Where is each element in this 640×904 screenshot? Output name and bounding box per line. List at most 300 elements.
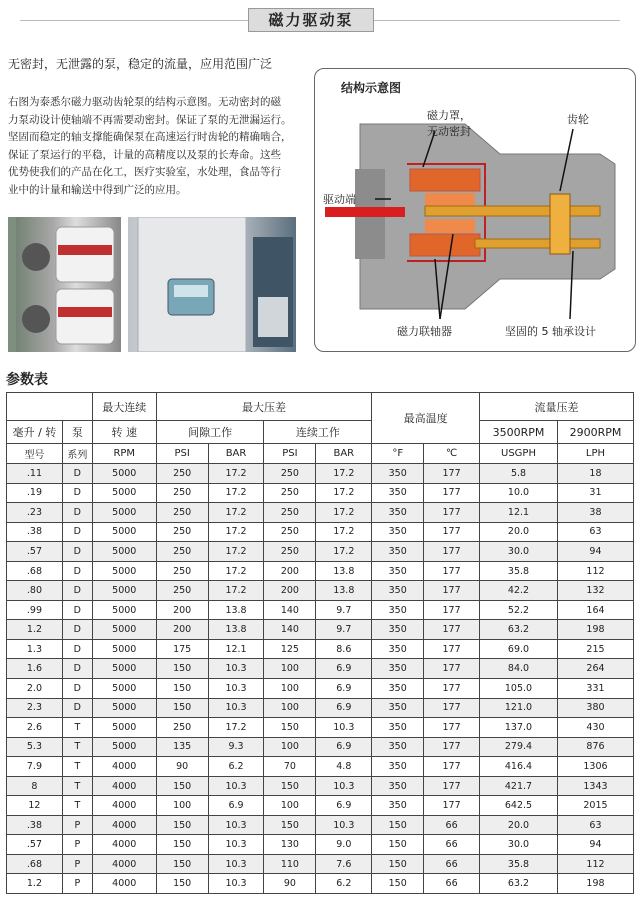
magnet-outer-top xyxy=(410,169,480,191)
cell-bar-gap: 10.3 xyxy=(208,854,264,874)
cell-rpm: 5000 xyxy=(92,659,156,679)
cell-model: 2.6 xyxy=(7,718,63,738)
cell-psi-gap: 250 xyxy=(156,464,208,484)
cell-lph: 94 xyxy=(557,835,633,855)
cell-deg-c: 177 xyxy=(424,659,480,679)
cell-psi-cont: 250 xyxy=(264,522,316,542)
intro-line: 力泵动设计使轴端不再需要动密封。保证了泵的无泄漏运行。 xyxy=(8,113,292,126)
cell-deg-c: 177 xyxy=(424,503,480,523)
header-usgph: USGPH xyxy=(480,444,558,464)
table-row xyxy=(7,620,634,640)
cell-series: D xyxy=(62,561,92,581)
cell-deg-f: 350 xyxy=(372,581,424,601)
table-row xyxy=(7,464,634,484)
header-3500rpm: 3500RPM xyxy=(480,421,558,444)
header-psi-cont: PSI xyxy=(264,444,316,464)
cell-deg-f: 350 xyxy=(372,757,424,777)
cell-deg-f: 350 xyxy=(372,542,424,562)
cell-rpm: 5000 xyxy=(92,718,156,738)
cell-psi-cont: 90 xyxy=(264,874,316,894)
cell-deg-c: 66 xyxy=(424,815,480,835)
cell-series: T xyxy=(62,796,92,816)
cell-model: .68 xyxy=(7,854,63,874)
cell-bar-cont: 17.2 xyxy=(316,522,372,542)
cell-bar-gap: 17.2 xyxy=(208,542,264,562)
cell-bar-gap: 17.2 xyxy=(208,522,264,542)
cell-psi-gap: 250 xyxy=(156,561,208,581)
cell-deg-f: 350 xyxy=(372,698,424,718)
cell-rpm: 4000 xyxy=(92,796,156,816)
cell-rpm: 4000 xyxy=(92,874,156,894)
cell-series: P xyxy=(62,815,92,835)
cell-lph: 264 xyxy=(557,659,633,679)
cell-psi-cont: 250 xyxy=(264,503,316,523)
cell-psi-gap: 250 xyxy=(156,542,208,562)
intro-line: 坚固而稳定的轴支撑能确保泵在高速运行时齿轮的精确啮合， xyxy=(8,131,292,143)
header-row-3 xyxy=(7,444,634,464)
cell-model: 5.3 xyxy=(7,737,63,757)
cell-psi-cont: 250 xyxy=(264,542,316,562)
cell-bar-cont: 17.2 xyxy=(316,503,372,523)
cell-psi-gap: 200 xyxy=(156,620,208,640)
magnet-inner-top xyxy=(425,193,475,207)
cell-deg-c: 177 xyxy=(424,561,480,581)
table-row xyxy=(7,561,634,581)
cell-rpm: 5000 xyxy=(92,464,156,484)
cell-usgph: 42.2 xyxy=(480,581,558,601)
cell-bar-cont: 17.2 xyxy=(316,542,372,562)
cell-deg-c: 177 xyxy=(424,737,480,757)
cell-psi-gap: 200 xyxy=(156,600,208,620)
cell-deg-f: 350 xyxy=(372,561,424,581)
cell-deg-f: 350 xyxy=(372,718,424,738)
cell-deg-f: 350 xyxy=(372,776,424,796)
cell-deg-f: 150 xyxy=(372,835,424,855)
cell-bar-cont: 6.9 xyxy=(316,698,372,718)
cell-usgph: 421.7 xyxy=(480,776,558,796)
cell-model: 1.3 xyxy=(7,639,63,659)
cell-bar-gap: 10.3 xyxy=(208,815,264,835)
cell-model: .57 xyxy=(7,542,63,562)
cell-usgph: 52.2 xyxy=(480,600,558,620)
cell-series: D xyxy=(62,639,92,659)
cell-deg-c: 177 xyxy=(424,600,480,620)
cell-usgph: 416.4 xyxy=(480,757,558,777)
cell-lph: 876 xyxy=(557,737,633,757)
cell-psi-gap: 250 xyxy=(156,503,208,523)
cell-rpm: 5000 xyxy=(92,503,156,523)
cell-psi-cont: 100 xyxy=(264,698,316,718)
cell-bar-gap: 6.2 xyxy=(208,757,264,777)
table-row xyxy=(7,542,634,562)
cell-series: D xyxy=(62,659,92,679)
cell-psi-cont: 140 xyxy=(264,600,316,620)
cell-usgph: 20.0 xyxy=(480,815,558,835)
cell-bar-cont: 10.3 xyxy=(316,815,372,835)
table-row xyxy=(7,503,634,523)
pump-assembly-illustration xyxy=(8,217,121,352)
cell-series: T xyxy=(62,776,92,796)
section-title: 参数表 xyxy=(6,372,48,388)
cell-bar-cont: 17.2 xyxy=(316,483,372,503)
cell-psi-cont: 100 xyxy=(264,796,316,816)
header-deg-c: ℃ xyxy=(424,444,480,464)
cell-lph: 215 xyxy=(557,639,633,659)
header-series: 系列 xyxy=(62,444,92,464)
cell-model: 1.6 xyxy=(7,659,63,679)
header-empty xyxy=(7,393,93,421)
cell-series: D xyxy=(62,522,92,542)
cell-usgph: 63.2 xyxy=(480,620,558,640)
cell-usgph: 12.1 xyxy=(480,503,558,523)
label-bearing: 坚固的 5 轴承设计 xyxy=(505,325,596,338)
cell-psi-cont: 150 xyxy=(264,815,316,835)
intro-line: 保证了泵运行的平稳，计量的高精度以及泵的长寿命。这些 xyxy=(8,148,281,161)
gear-shaft-2 xyxy=(475,239,600,248)
cell-bar-gap: 10.3 xyxy=(208,874,264,894)
label-coupling: 磁力联轴器 xyxy=(397,325,452,338)
cell-rpm: 5000 xyxy=(92,522,156,542)
cell-lph: 112 xyxy=(557,854,633,874)
header-pump: 泵 xyxy=(62,421,92,444)
cell-bar-gap: 10.3 xyxy=(208,776,264,796)
header-2900rpm: 2900RPM xyxy=(557,421,633,444)
subtitle: 无密封，无泄露的泵，稳定的流量，应用范围广泛 xyxy=(8,57,273,71)
cell-usgph: 279.4 xyxy=(480,737,558,757)
label-drive: 驱动端 xyxy=(323,193,356,206)
cell-usgph: 63.2 xyxy=(480,874,558,894)
table-row xyxy=(7,718,634,738)
table-row xyxy=(7,835,634,855)
cell-deg-c: 177 xyxy=(424,542,480,562)
cell-deg-f: 350 xyxy=(372,522,424,542)
cell-rpm: 5000 xyxy=(92,679,156,699)
cell-bar-gap: 17.2 xyxy=(208,561,264,581)
header-max-temp: 最高温度 xyxy=(372,393,480,444)
cell-model: .11 xyxy=(7,464,63,484)
cell-deg-f: 350 xyxy=(372,659,424,679)
cell-series: D xyxy=(62,483,92,503)
cell-bar-cont: 9.0 xyxy=(316,835,372,855)
cell-lph: 2015 xyxy=(557,796,633,816)
cell-deg-f: 350 xyxy=(372,483,424,503)
cell-bar-gap: 17.2 xyxy=(208,581,264,601)
header-lph: LPH xyxy=(557,444,633,464)
cell-usgph: 30.0 xyxy=(480,835,558,855)
cell-deg-f: 150 xyxy=(372,854,424,874)
diagram-title: 结构示意图 xyxy=(341,81,402,95)
header-rpm: RPM xyxy=(92,444,156,464)
header-row-2 xyxy=(7,421,634,444)
cell-lph: 1343 xyxy=(557,776,633,796)
cell-psi-gap: 150 xyxy=(156,776,208,796)
cell-deg-f: 150 xyxy=(372,874,424,894)
magnet-inner-bottom xyxy=(425,219,475,233)
header-bar-gap: BAR xyxy=(208,444,264,464)
cell-rpm: 5000 xyxy=(92,737,156,757)
cell-lph: 198 xyxy=(557,874,633,894)
cell-deg-c: 177 xyxy=(424,757,480,777)
table-row xyxy=(7,698,634,718)
cell-series: D xyxy=(62,464,92,484)
cell-bar-gap: 10.3 xyxy=(208,659,264,679)
cell-bar-cont: 13.8 xyxy=(316,581,372,601)
intro-paragraph xyxy=(8,94,304,199)
intro-line: 优势使我们的产品在化工，医疗实验室，水处理，食品等行 xyxy=(8,166,281,178)
table-row xyxy=(7,737,634,757)
label-cover-line2: 无动密封 xyxy=(427,125,471,138)
cell-bar-cont: 13.8 xyxy=(316,561,372,581)
cell-bar-cont: 6.9 xyxy=(316,659,372,679)
cell-rpm: 5000 xyxy=(92,698,156,718)
cell-model: 8 xyxy=(7,776,63,796)
cell-psi-gap: 150 xyxy=(156,659,208,679)
table-row xyxy=(7,679,634,699)
cell-psi-cont: 250 xyxy=(264,464,316,484)
cell-bar-cont: 7.6 xyxy=(316,854,372,874)
cell-psi-cont: 125 xyxy=(264,639,316,659)
cell-deg-f: 350 xyxy=(372,796,424,816)
cell-series: P xyxy=(62,874,92,894)
cell-usgph: 10.0 xyxy=(480,483,558,503)
cell-usgph: 5.8 xyxy=(480,464,558,484)
cell-rpm: 5000 xyxy=(92,620,156,640)
gear xyxy=(550,194,570,254)
cell-psi-cont: 100 xyxy=(264,737,316,757)
gear-shaft-1 xyxy=(425,206,600,216)
cell-rpm: 5000 xyxy=(92,542,156,562)
label-cover-line1: 磁力罩， xyxy=(427,109,471,122)
cell-series: D xyxy=(62,581,92,601)
cell-series: D xyxy=(62,620,92,640)
cell-series: P xyxy=(62,854,92,874)
cell-deg-c: 177 xyxy=(424,620,480,640)
cell-bar-gap: 17.2 xyxy=(208,483,264,503)
header-row-1 xyxy=(7,393,634,421)
cell-lph: 112 xyxy=(557,561,633,581)
cell-psi-cont: 100 xyxy=(264,679,316,699)
cell-bar-gap: 6.9 xyxy=(208,796,264,816)
spec-table xyxy=(6,392,634,894)
cell-usgph: 35.8 xyxy=(480,854,558,874)
cell-deg-c: 177 xyxy=(424,464,480,484)
cell-bar-gap: 17.2 xyxy=(208,464,264,484)
cell-series: T xyxy=(62,718,92,738)
cell-lph: 380 xyxy=(557,698,633,718)
cell-psi-gap: 135 xyxy=(156,737,208,757)
cell-rpm: 5000 xyxy=(92,561,156,581)
cell-psi-gap: 100 xyxy=(156,796,208,816)
cell-deg-c: 177 xyxy=(424,698,480,718)
cell-deg-c: 66 xyxy=(424,854,480,874)
cell-psi-gap: 250 xyxy=(156,581,208,601)
cell-rpm: 5000 xyxy=(92,581,156,601)
cell-bar-cont: 6.2 xyxy=(316,874,372,894)
cell-deg-f: 350 xyxy=(372,679,424,699)
cell-rpm: 4000 xyxy=(92,776,156,796)
cell-psi-gap: 150 xyxy=(156,874,208,894)
cell-rpm: 4000 xyxy=(92,757,156,777)
cell-deg-c: 66 xyxy=(424,835,480,855)
header-model: 型号 xyxy=(7,444,63,464)
cell-lph: 331 xyxy=(557,679,633,699)
cell-deg-c: 177 xyxy=(424,718,480,738)
header-max-pressure: 最大压差 xyxy=(156,393,372,421)
cell-psi-gap: 150 xyxy=(156,835,208,855)
cell-deg-c: 177 xyxy=(424,796,480,816)
cell-bar-gap: 12.1 xyxy=(208,639,264,659)
cell-bar-cont: 4.8 xyxy=(316,757,372,777)
table-row xyxy=(7,776,634,796)
cell-model: 12 xyxy=(7,796,63,816)
cell-rpm: 5000 xyxy=(92,639,156,659)
cell-deg-c: 177 xyxy=(424,679,480,699)
cell-psi-gap: 90 xyxy=(156,757,208,777)
cell-series: T xyxy=(62,757,92,777)
title-bar xyxy=(0,8,640,32)
label-gear: 齿轮 xyxy=(567,113,589,126)
cell-model: .23 xyxy=(7,503,63,523)
cell-usgph: 35.8 xyxy=(480,561,558,581)
cell-psi-cont: 150 xyxy=(264,718,316,738)
cell-usgph: 30.0 xyxy=(480,542,558,562)
cell-model: 7.9 xyxy=(7,757,63,777)
cell-rpm: 4000 xyxy=(92,815,156,835)
header-bar-cont: BAR xyxy=(316,444,372,464)
cell-lph: 38 xyxy=(557,503,633,523)
table-row xyxy=(7,815,634,835)
cell-series: D xyxy=(62,698,92,718)
cell-bar-cont: 17.2 xyxy=(316,464,372,484)
cell-psi-cont: 200 xyxy=(264,581,316,601)
cell-psi-cont: 130 xyxy=(264,835,316,855)
cell-series: D xyxy=(62,542,92,562)
cell-deg-f: 350 xyxy=(372,464,424,484)
cell-lph: 94 xyxy=(557,542,633,562)
cell-model: .19 xyxy=(7,483,63,503)
cell-deg-f: 350 xyxy=(372,737,424,757)
cell-usgph: 642.5 xyxy=(480,796,558,816)
cell-deg-f: 350 xyxy=(372,639,424,659)
cell-psi-cont: 140 xyxy=(264,620,316,640)
cell-psi-cont: 250 xyxy=(264,483,316,503)
cell-deg-f: 350 xyxy=(372,620,424,640)
cell-series: P xyxy=(62,835,92,855)
cell-rpm: 4000 xyxy=(92,854,156,874)
cell-bar-cont: 9.7 xyxy=(316,620,372,640)
cell-series: D xyxy=(62,679,92,699)
cell-lph: 132 xyxy=(557,581,633,601)
controller-photo xyxy=(128,217,296,352)
cell-psi-cont: 110 xyxy=(264,854,316,874)
cell-usgph: 84.0 xyxy=(480,659,558,679)
spec-table-body xyxy=(7,464,634,894)
pump-photo-installed xyxy=(8,217,121,352)
magnet-outer-bottom xyxy=(410,234,480,256)
cell-psi-gap: 250 xyxy=(156,483,208,503)
cell-deg-c: 177 xyxy=(424,483,480,503)
header-continuous: 连续工作 xyxy=(264,421,372,444)
cell-usgph: 105.0 xyxy=(480,679,558,699)
cell-model: 1.2 xyxy=(7,620,63,640)
page-title: 磁力驱动泵 xyxy=(248,8,374,32)
table-row xyxy=(7,581,634,601)
cell-psi-cont: 70 xyxy=(264,757,316,777)
table-row xyxy=(7,522,634,542)
cell-model: .38 xyxy=(7,815,63,835)
cell-model: .68 xyxy=(7,561,63,581)
cell-lph: 63 xyxy=(557,522,633,542)
cell-model: .99 xyxy=(7,600,63,620)
header-ml-rev: 毫升 / 转 xyxy=(7,421,63,444)
cell-deg-f: 350 xyxy=(372,503,424,523)
cell-usgph: 137.0 xyxy=(480,718,558,738)
cell-psi-gap: 175 xyxy=(156,639,208,659)
cell-series: D xyxy=(62,600,92,620)
table-row xyxy=(7,639,634,659)
cell-bar-gap: 10.3 xyxy=(208,698,264,718)
cell-usgph: 20.0 xyxy=(480,522,558,542)
cell-bar-cont: 6.9 xyxy=(316,796,372,816)
cell-bar-gap: 10.3 xyxy=(208,679,264,699)
table-row xyxy=(7,483,634,503)
table-row xyxy=(7,600,634,620)
cell-bar-cont: 10.3 xyxy=(316,776,372,796)
structure-diagram xyxy=(314,68,636,352)
cell-model: 2.0 xyxy=(7,679,63,699)
cell-deg-f: 150 xyxy=(372,815,424,835)
cell-usgph: 121.0 xyxy=(480,698,558,718)
cell-deg-c: 177 xyxy=(424,522,480,542)
cell-bar-cont: 6.9 xyxy=(316,679,372,699)
controller-cabinet-illustration xyxy=(128,217,296,352)
cell-lph: 164 xyxy=(557,600,633,620)
intro-line: 右图为泰悉尔磁力驱动齿轮泵的结构示意图。无动密封的磁 xyxy=(8,96,281,108)
table-row xyxy=(7,757,634,777)
cell-bar-gap: 13.8 xyxy=(208,620,264,640)
cell-bar-cont: 6.9 xyxy=(316,737,372,757)
cell-deg-f: 350 xyxy=(372,600,424,620)
cell-bar-cont: 8.6 xyxy=(316,639,372,659)
header-deg-f: °F xyxy=(372,444,424,464)
cell-bar-cont: 10.3 xyxy=(316,718,372,738)
cell-psi-cont: 200 xyxy=(264,561,316,581)
header-flow: 流量压差 xyxy=(480,393,634,421)
cell-lph: 18 xyxy=(557,464,633,484)
cell-bar-cont: 9.7 xyxy=(316,600,372,620)
cell-bar-gap: 13.8 xyxy=(208,600,264,620)
cell-psi-cont: 100 xyxy=(264,659,316,679)
cell-deg-c: 66 xyxy=(424,874,480,894)
cell-psi-gap: 150 xyxy=(156,679,208,699)
cell-bar-gap: 10.3 xyxy=(208,835,264,855)
cell-model: 1.2 xyxy=(7,874,63,894)
cell-deg-c: 177 xyxy=(424,776,480,796)
cell-model: .57 xyxy=(7,835,63,855)
header-gap-work: 间隙工作 xyxy=(156,421,264,444)
cell-deg-c: 177 xyxy=(424,639,480,659)
cell-psi-gap: 150 xyxy=(156,815,208,835)
cell-bar-gap: 17.2 xyxy=(208,503,264,523)
cell-bar-gap: 17.2 xyxy=(208,718,264,738)
header-max-speed: 最大连续 xyxy=(92,393,156,421)
cell-model: 2.3 xyxy=(7,698,63,718)
table-row xyxy=(7,796,634,816)
cell-model: .80 xyxy=(7,581,63,601)
cell-series: T xyxy=(62,737,92,757)
header-speed-2: 转 速 xyxy=(92,421,156,444)
cell-psi-cont: 150 xyxy=(264,776,316,796)
